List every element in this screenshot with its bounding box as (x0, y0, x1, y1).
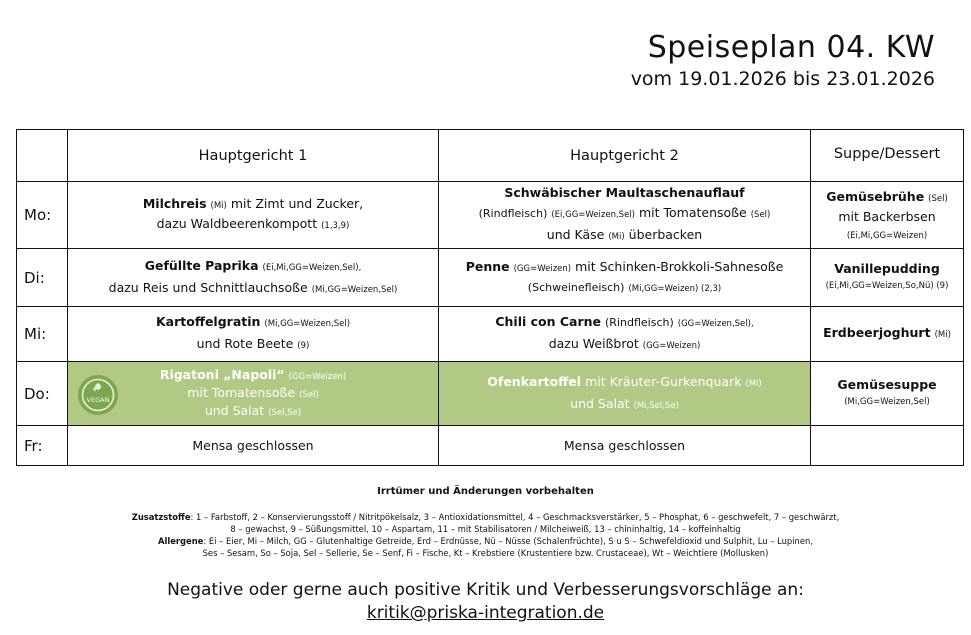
dish-text: (Rindfleisch) (605, 316, 674, 329)
allergen-tag: (Mi) (608, 232, 625, 242)
dish-text: mit Tomatensoße (187, 384, 296, 400)
dish-h1-thursday (68, 362, 439, 426)
dish-h2-monday (439, 182, 811, 249)
dish-name: Milchreis (142, 196, 207, 211)
allergen-tag: (Mi,Sel,Se) (633, 400, 679, 411)
dish-text: (Schweinefleisch) (527, 280, 625, 294)
feedback-email-link[interactable]: kritik@priska-integration.de (366, 603, 605, 623)
allergen-tag: (GG=Weizen) (642, 341, 701, 351)
additives-text: : 1 – Farbstoff, 2 – Konservierungsstoff / Nitritpökelsalz, 3 – Antioxidationsmittel, 4 – Geschmacksverstärker, 5 – Phosphat, 6 – geschwefelt, 7 – geschwärzt, (190, 512, 840, 522)
dish-text: überbacken (628, 227, 703, 242)
additive-tag: (1,3,9) (321, 221, 350, 231)
dish-h1-tuesday (68, 249, 439, 307)
additives-line-1 (0, 511, 971, 523)
dish-name: Kartoffelgratin (155, 314, 261, 329)
allergen-tag: (Ei,Mi,GG=Weizen,So,Nü) (9) (825, 281, 949, 291)
dish-sd-friday (811, 426, 964, 466)
dish-h2-wednesday (439, 307, 811, 362)
table-row-monday (17, 182, 964, 249)
dish-text: mit Tomatensoße (638, 205, 747, 220)
table-row-thursday (17, 362, 964, 426)
allergen-tag: (GG=Weizen) (513, 263, 572, 274)
header-suppe-dessert: Suppe/Dessert (811, 130, 964, 182)
allergen-tag: (Mi) (934, 330, 951, 340)
table-row-wednesday (17, 307, 964, 362)
allergen-tag: (Sel) (750, 210, 771, 220)
additive-tag: (9) (297, 341, 310, 351)
day-label: Do: (17, 362, 68, 426)
page-title: Speiseplan 04. KW (647, 30, 935, 65)
disclaimer: Irrtümer und Änderungen vorbehalten (377, 486, 594, 497)
dish-h1-monday (68, 182, 439, 249)
day-label: Mi: (17, 307, 68, 362)
table-row-tuesday (17, 249, 964, 307)
vegan-badge-label: VEGAN (86, 396, 110, 404)
table-row-friday (17, 426, 964, 466)
dish-text: mit Schinken-Brokkoli-Sahnesoße (575, 258, 784, 274)
additives-line-2: 8 – gewachst, 9 – Süßungsmittel, 10 – Aspartam, 11 – mit Stabilisatoren / Milcheiweiß, 13 – chininhaltig, 14 – koffeinhaltig (230, 524, 741, 534)
allergen-tag: (Mi) (210, 201, 227, 211)
day-label: Di: (17, 249, 68, 307)
allergen-tag: (GG=Weizen) (288, 371, 347, 382)
allergens-line-2: Ses – Sesam, So – Soja, Sel – Sellerie, Se – Senf, Fi – Fische, Kt – Krebstiere (Krustentiere bzw. Crustaceae), Wt – Weichtiere (Mollusken) (202, 548, 769, 558)
dish-text: (Rindfleisch) (478, 207, 548, 220)
dish-name: Ofenkartoffel (487, 373, 582, 389)
title-block (631, 30, 935, 92)
day-label: Fr: (17, 426, 68, 466)
additives-label: Zusatzstoffe (131, 512, 191, 522)
dish-name: Gefüllte Paprika (144, 257, 259, 273)
allergen-tag: (Mi) (745, 378, 762, 389)
dish-h1-wednesday (68, 307, 439, 362)
allergen-tag: (Ei,Mi,GG=Weizen) (846, 231, 928, 241)
allergen-tag: (Mi,GG=Weizen) (2,3) (628, 283, 722, 294)
dish-h1-friday (68, 426, 439, 466)
dish-name: Vanillepudding (834, 261, 940, 276)
legend (0, 511, 971, 559)
feedback-text: Negative oder gerne auch positive Kritik und Verbesserungsvorschläge an: (167, 580, 804, 600)
dish-sd-thursday (811, 362, 964, 426)
allergen-tag: (Mi,GG=Weizen,Sel) (311, 284, 398, 295)
allergen-tag: (Sel,Se) (268, 407, 302, 418)
allergen-tag: (GG=Weizen,Sel), (677, 319, 754, 329)
header-day (17, 130, 68, 182)
vegan-badge-icon (77, 374, 119, 416)
allergen-tag: (Mi,GG=Weizen,Sel) (844, 397, 930, 407)
allergen-tag: (Mi,GG=Weizen,Sel) (264, 319, 351, 329)
allergens-label: Allergene (158, 536, 204, 546)
dish-name: Schwäbischer Maultaschenauflauf (504, 185, 745, 200)
dish-text: dazu Weißbrot (548, 336, 639, 351)
table-header-row (17, 130, 964, 182)
dish-h2-tuesday (439, 249, 811, 307)
allergen-tag: (Ei,GG=Weizen,Sel) (551, 210, 635, 220)
dish-text: dazu Reis und Schnittlauchsoße (108, 279, 308, 295)
feedback (0, 579, 971, 625)
allergen-tag: (Ei,Mi,GG=Weizen,Sel), (262, 262, 362, 273)
dish-text: dazu Waldbeerenkompott (156, 216, 318, 231)
day-label: Mo: (17, 182, 68, 249)
allergen-tag: (Sel) (928, 194, 948, 204)
dish-text: und Salat (570, 395, 630, 411)
header-hauptgericht-2: Hauptgericht 2 (439, 130, 811, 182)
dish-sd-tuesday (811, 249, 964, 307)
allergens-line-1 (0, 535, 971, 547)
dish-name: Gemüsesuppe (837, 377, 937, 392)
allergens-text: : Ei – Eier, Mi – Milch, GG – Glutenhaltige Getreide, Erd – Erdnüsse, Nü – Nüsse (Schalenfrüchte), S u S – Schwefeldioxid und Sulphit, Lu – Lupinen, (203, 536, 813, 546)
closed-text: Mensa geschlossen (563, 437, 686, 453)
dish-sd-wednesday (811, 307, 964, 362)
dish-h2-thursday (439, 362, 811, 426)
header-hauptgericht-1: Hauptgericht 1 (68, 130, 439, 182)
dish-h2-friday (439, 426, 811, 466)
dish-name: Rigatoni „Napoli“ (159, 366, 285, 382)
dish-text: und Rote Beete (196, 336, 294, 351)
date-range: vom 19.01.2026 bis 23.01.2026 (630, 68, 935, 90)
dish-text: mit Backerbsen (838, 209, 936, 224)
menu-table (16, 129, 964, 466)
closed-text: Mensa geschlossen (192, 437, 314, 453)
dish-name: Erdbeerjoghurt (823, 325, 931, 340)
allergen-tag: (Sel) (299, 389, 319, 400)
dish-text: und Salat (204, 402, 265, 418)
dish-name: Gemüsebrühe (826, 189, 925, 204)
dish-name: Penne (465, 258, 510, 274)
dish-sd-monday (811, 182, 964, 249)
dish-text: und Käse (546, 227, 605, 242)
dish-text: mit Zimt und Zucker, (230, 196, 364, 211)
dish-text: mit Kräuter-Gurkenquark (585, 373, 742, 389)
dish-name: Chili con Carne (495, 314, 602, 329)
